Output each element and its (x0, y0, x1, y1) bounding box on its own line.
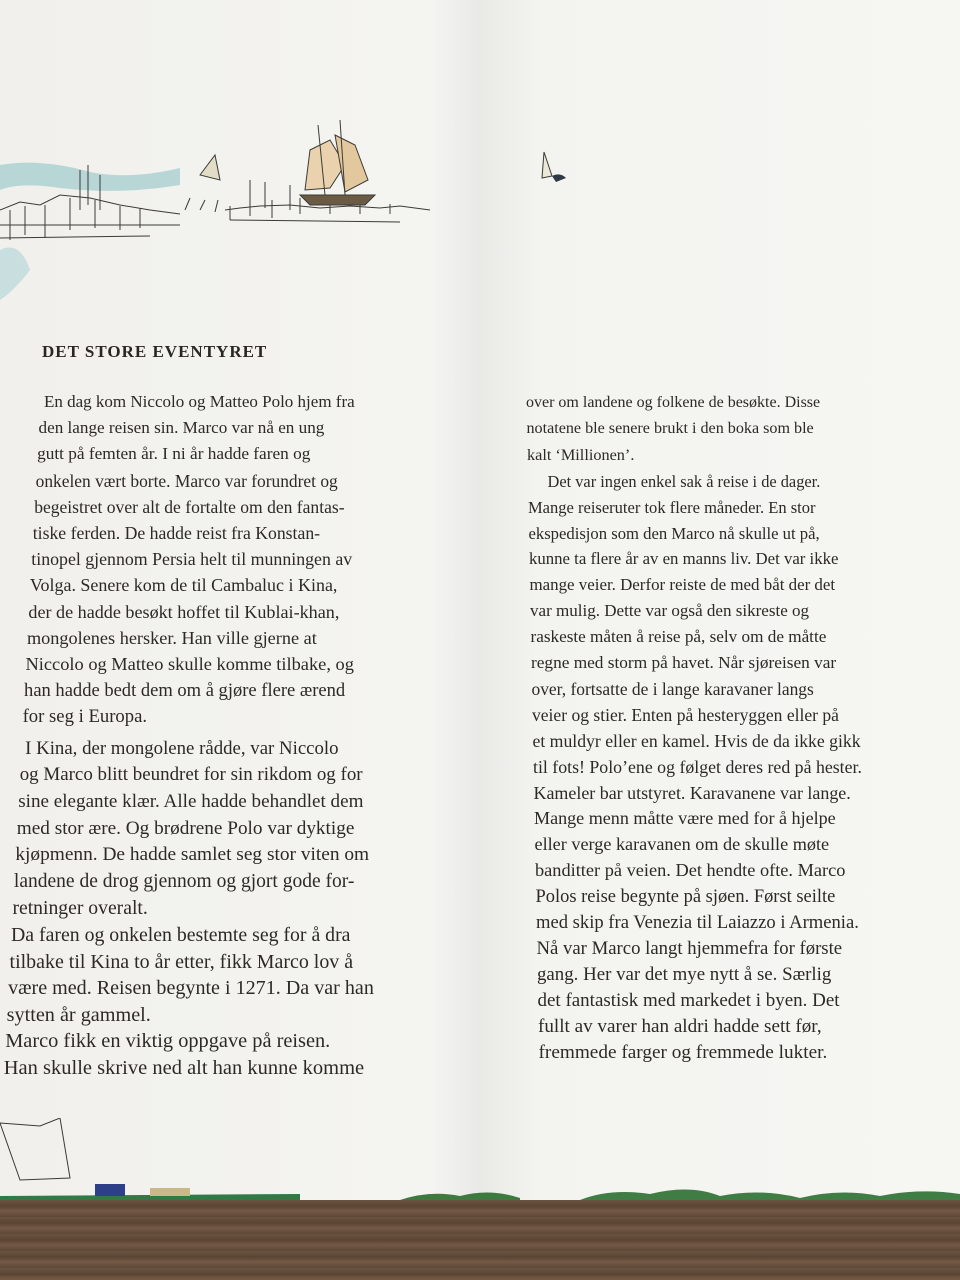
left-text-line: være med. Reisen begynte i 1271. Da var han (8, 977, 374, 1000)
right-text-line: Polos reise begynte på sjøen. Først seilte (535, 886, 836, 907)
left-text-line: med stor ære. Og brødrene Polo var dyktige (16, 817, 355, 839)
left-text-line: begeistret over alt de fortalte om den fantas- (34, 496, 345, 517)
right-text-line: Mange menn måtte være med for å hjelpe (534, 808, 836, 829)
left-text-line: tilbake til Kina to år etter, fikk Marco lov å (9, 950, 354, 973)
right-text-line: Det var ingen enkel sak å reise i de dager. (547, 471, 821, 491)
left-text-line: den lange reisen sin. Marco var nå en ung (38, 418, 325, 438)
right-text-line: regne med storm på havet. Når sjøreisen var (531, 653, 837, 672)
left-text-line: retninger overalt. (12, 897, 148, 920)
right-text-line: eller verge karavanen om de skulle møte (534, 834, 830, 855)
left-text-line: for seg i Europa. (22, 706, 148, 728)
right-text-line: raskeste måten å reise på, selv om de måtte (530, 627, 827, 647)
right-text-line: fullt av varer han aldri hadde sett før, (538, 1015, 822, 1037)
right-text-line: over om landene og folkene de besøkte. Disse (526, 394, 821, 411)
right-text-line: med skip fra Venezia til Laiazzo i Armenia. (536, 912, 859, 933)
left-text-line: gutt på femten år. I ni år hadde faren og (37, 444, 311, 464)
harbor-illustration (0, 110, 450, 310)
left-text-line: der de hadde besøkt hoffet til Kublai-khan, (28, 601, 340, 622)
right-text-line: Mange reiseruter tok flere måneder. En stor (528, 497, 816, 517)
right-text-line: det fantastisk med markedet i byen. Det (537, 989, 840, 1011)
right-text-line: til fots! Polo’ene og følget deres red på hester. (533, 756, 862, 777)
left-text-line: Niccolo og Matteo skulle komme tilbake, og (25, 654, 354, 674)
left-text-line: Marco fikk en viktig oppgave på reisen. (5, 1030, 331, 1053)
right-text-line: banditter på veien. Det hendte ofte. Marco (535, 860, 846, 881)
right-text-line: et muldyr eller en kamel. Hvis de da ikke gikk (532, 730, 861, 751)
left-text-line: sine elegante klær. Alle hadde behandlet dem (18, 791, 364, 812)
left-text-line: I Kina, der mongolene rådde, var Niccolo (25, 737, 339, 759)
chapter-heading: DET STORE EVENTYRET (42, 342, 268, 361)
left-text-line: han hadde bedt dem om å gjøre flere ærend (24, 680, 346, 702)
wooden-table (0, 1200, 960, 1280)
left-text-line: og Marco blitt beundret for sin rikdom og for (19, 764, 363, 786)
right-text-line: Kameler bar utstyret. Karavanene var lange. (533, 782, 851, 803)
left-text-line: onkelen vært borte. Marco var forundret og (35, 470, 338, 491)
right-text-line: Nå var Marco langt hjemmefra for første (536, 937, 843, 959)
left-text-line: sytten år gammel. (6, 1003, 151, 1026)
left-text-line: Volga. Senere kom de til Cambaluc i Kina, (29, 575, 338, 596)
right-text-line: kunne ta flere år av en manns liv. Det var ikke (529, 549, 839, 569)
left-text-line: tiske ferden. De hadde reist fra Konstan- (32, 523, 321, 543)
right-text-line: mange veier. Derfor reiste de med båt der det (529, 575, 836, 595)
left-text-line: mongolenes hersker. Han ville gjerne at (26, 627, 317, 648)
sailboat-drawing (538, 150, 572, 190)
right-text-line: fremmede farger og fremmede lukter. (538, 1041, 828, 1063)
right-text-line: over, fortsatte de i lange karavaner langs (531, 678, 814, 699)
left-text-line: Da faren og onkelen bestemte seg for å dra (11, 924, 351, 946)
right-text-line: gang. Her var det mye nytt å se. Særlig (537, 963, 832, 985)
right-text-line: veier og stier. Enten på hesteryggen eller på (532, 704, 839, 725)
right-text-line: ekspedisjon som den Marco nå skulle ut på, (528, 523, 820, 543)
right-text-line: kalt ‘Millionen’. (527, 445, 635, 464)
left-text-line: landene de drog gjennom og gjort gode for- (13, 870, 355, 892)
left-text-line: En dag kom Niccolo og Matteo Polo hjem fra (44, 392, 355, 411)
left-text-line: tinopel gjennom Persia helt til munningen av (31, 549, 353, 570)
left-text-line: Han skulle skrive ned alt han kunne komme (3, 1057, 365, 1079)
bottom-border-illustration (0, 1118, 960, 1200)
right-text-line: var mulig. Dette var også den sikreste og (530, 601, 810, 621)
left-text-line: kjøpmenn. De hadde samlet seg stor viten om (15, 844, 370, 866)
right-text-line: notatene ble senere brukt i den boka som ble (526, 419, 814, 437)
